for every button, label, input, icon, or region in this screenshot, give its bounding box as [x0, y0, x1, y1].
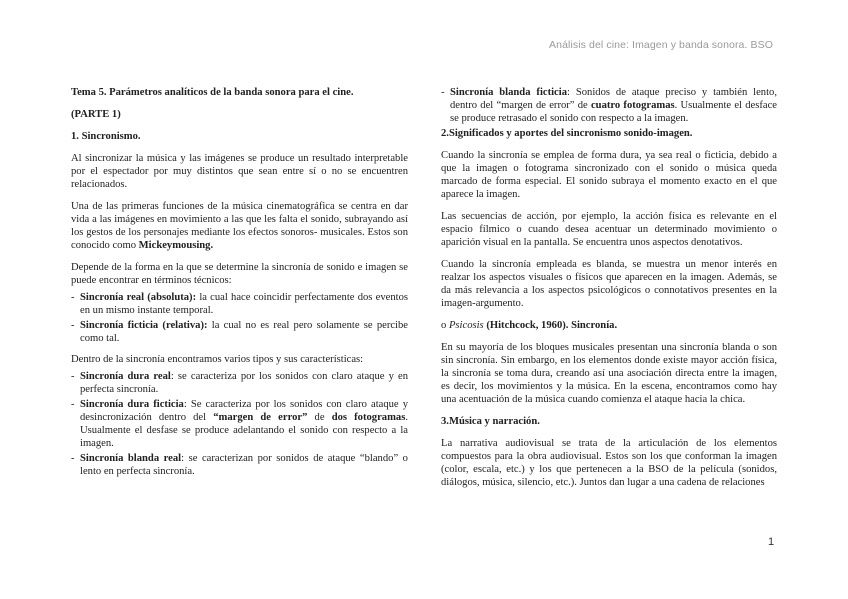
- running-header: Análisis del cine: Imagen y banda sonora. BSO: [549, 39, 773, 51]
- term-mickeymousing: Mickeymousing.: [138, 240, 214, 251]
- paragraph: Cuando la sincronía se emplea de forma dura, ya sea real o ficticia, debido a que la imagen o fotograma sincronizado con el sonido o música queda marcado de forma especial. El sonido subraya el momento exacto en el que aparece la imagen.: [441, 150, 777, 200]
- paragraph: Cuando la sincronía empleada es blanda, se muestra un menor interés en realzar los aspectos visuales o físicos que aparecen en la imagen. Además, se da más relevancia a los aspectos psicológicos o connotativos presentes en la imagen-argumento.: [441, 259, 777, 309]
- right-column: [441, 86, 777, 498]
- section-heading-musica-narracion: 3.Música y narración.: [441, 416, 540, 427]
- paragraph: Al sincronizar la música y las imágenes se produce un resultado interpretable por el espectador por muy distintos que sean entre sí o no se encuentren relacionados.: [71, 153, 408, 190]
- section-heading-sincronismo: 1. Sincronismo.: [71, 131, 141, 142]
- document-title: Tema 5. Parámetros analíticos de la banda sonora para el cine.: [71, 87, 354, 98]
- left-column: [71, 86, 408, 486]
- sync-types-list: [71, 291, 408, 345]
- page-number: 1: [768, 536, 775, 548]
- part-label: (PARTE 1): [71, 109, 121, 120]
- list-item: - Sincronía real (absoluta): la cual hace coincidir perfectamente dos eventos en un mismo instante temporal.: [71, 291, 408, 317]
- sync-characteristics-list-cont: [441, 86, 777, 125]
- paragraph: La narrativa audiovisual se trata de la articulación de los elementos compuestos para la obra audiovisual. Estos son los que conforman la imagen (color, escala, etc.) y los que pertenecen a la BSO de la película (sonidos, diálogos, música, silencio, etc.). Juntos dan lugar a una cadena de relaciones: [441, 438, 777, 488]
- list-item: - Sincronía ficticia (relativa): la cual no es real pero solamente se percibe como tal.: [71, 319, 408, 345]
- list-item: - Sincronía dura ficticia: Se caracteriza por los sonidos con claro ataque y desincronización dentro del “margen de error” de dos fotogramas. Usualmente el desfase se produce adelantando el sonido con respecto a la imagen.: [71, 398, 408, 450]
- list-item: - Sincronía blanda real: se caracterizan por sonidos de ataque “blando” o lento en perfecta sincronía.: [71, 452, 408, 478]
- list-item: - Sincronía blanda ficticia: Sonidos de ataque preciso y también lento, dentro del “margen de error” de cuatro fotogramas. Usualmente el desface se produce retrasado el sonido con respecto a la imagen.: [441, 86, 777, 125]
- paragraph: Dentro de la sincronía encontramos varios tipos y sus características:: [71, 354, 364, 365]
- example-heading: o Psicosis (Hitchcock, 1960). Sincronía.: [441, 320, 618, 331]
- paragraph: En su mayoría de los bloques musicales presentan una sincronía blanda o son sin sincronía. Sin embargo, en los elementos donde existe mayor acción física, la sincronía se toma dura, creando así una asociación directa entre la imagen, es decir, los movimientos y la música. En la escena, encontramos como hay una acentuación de la música cuando comienza el ataque hacia la chica.: [441, 342, 777, 405]
- list-item: - Sincronía dura real: se caracteriza por los sonidos con claro ataque y en perfecta sincronía.: [71, 370, 408, 396]
- paragraph: Las secuencias de acción, por ejemplo, la acción física es relevante en el espacio fílmico o cuando desea acentuar un determinado movimiento o aparición visual en la pantalla. Se encuentra unos aspectos denotativos.: [441, 211, 777, 248]
- paragraph: Una de las primeras funciones de la música cinematográfica se centra en dar vida a las imágenes en movimiento a las que les falta el sonido, subrayando así los gestos de los personajes mediante los efectos sonoros- musicales. Estos son conocido como Mickeymousing.: [71, 201, 408, 251]
- sync-characteristics-list: [71, 370, 408, 478]
- paragraph: Depende de la forma en la que se determine la sincronía de sonido e imagen se puede encontrar en términos técnicos:: [71, 262, 408, 286]
- section-heading-significados: 2.Significados y aportes del sincronismo sonido-imagen.: [441, 128, 693, 139]
